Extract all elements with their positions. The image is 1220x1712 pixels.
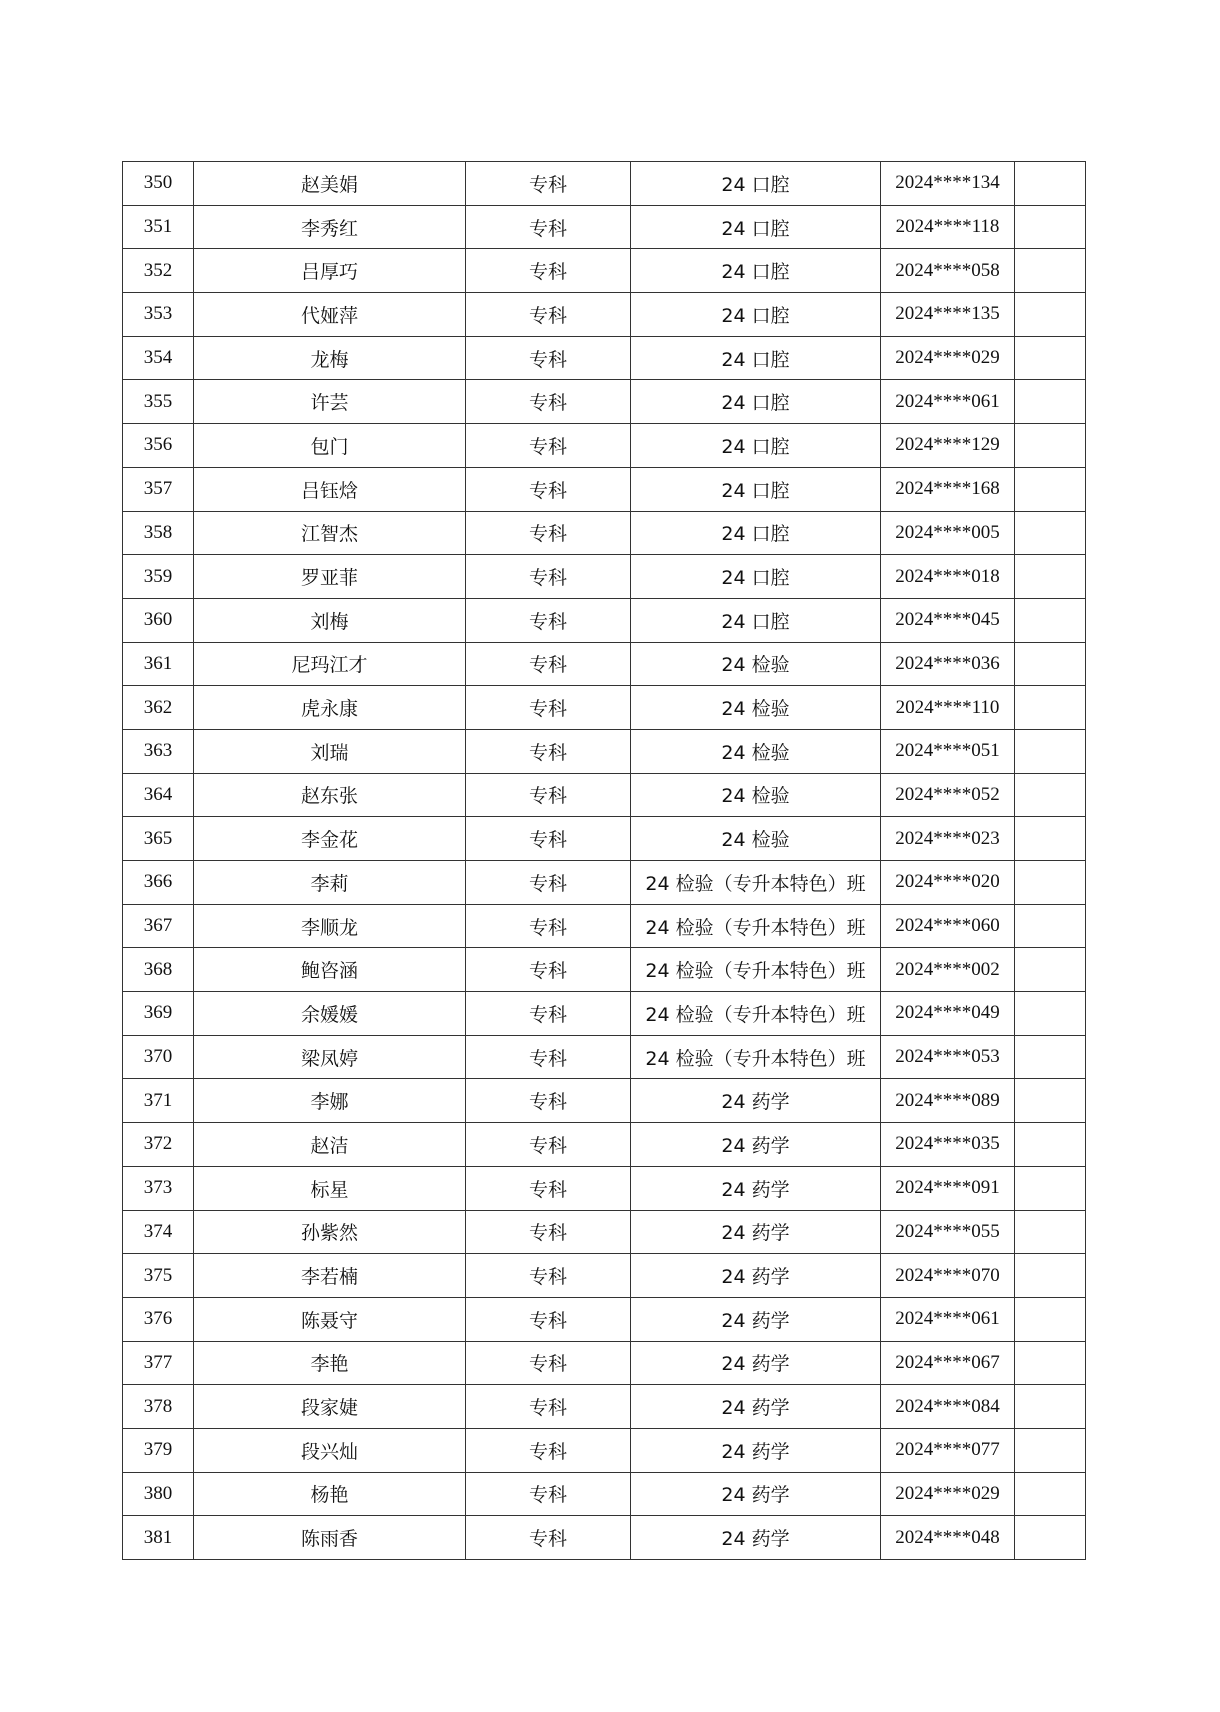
note-cell <box>1015 380 1086 424</box>
row-number-cell: 372 <box>123 1123 194 1167</box>
class-name-cell: 24 口腔 <box>631 467 881 511</box>
student-name-cell: 杨艳 <box>194 1472 466 1516</box>
student-id-cell: 2024****029 <box>881 336 1015 380</box>
education-level-cell: 专科 <box>466 1035 631 1079</box>
class-name-cell: 24 口腔 <box>631 424 881 468</box>
student-name-cell: 鲍咨涵 <box>194 948 466 992</box>
student-id-cell: 2024****134 <box>881 162 1015 206</box>
education-level-cell: 专科 <box>466 1079 631 1123</box>
note-cell <box>1015 1385 1086 1429</box>
table-row <box>123 1166 1086 1210</box>
student-id-cell: 2024****089 <box>881 1079 1015 1123</box>
row-number-cell: 351 <box>123 205 194 249</box>
note-cell <box>1015 293 1086 337</box>
class-name-cell: 24 检验 <box>631 773 881 817</box>
student-id-cell: 2024****036 <box>881 642 1015 686</box>
row-number-cell: 371 <box>123 1079 194 1123</box>
education-level-cell: 专科 <box>466 293 631 337</box>
student-name-cell: 孙紫然 <box>194 1210 466 1254</box>
education-level-cell: 专科 <box>466 773 631 817</box>
student-id-cell: 2024****049 <box>881 992 1015 1036</box>
student-id-cell: 2024****002 <box>881 948 1015 992</box>
education-level-cell: 专科 <box>466 1123 631 1167</box>
note-cell <box>1015 817 1086 861</box>
class-name-cell: 24 口腔 <box>631 162 881 206</box>
class-name-cell: 24 药学 <box>631 1385 881 1429</box>
note-cell <box>1015 1516 1086 1560</box>
note-cell <box>1015 205 1086 249</box>
student-id-cell: 2024****035 <box>881 1123 1015 1167</box>
class-name-cell: 24 药学 <box>631 1341 881 1385</box>
class-name-cell: 24 口腔 <box>631 555 881 599</box>
class-name-cell: 24 口腔 <box>631 380 881 424</box>
student-id-cell: 2024****051 <box>881 729 1015 773</box>
row-number-cell: 368 <box>123 948 194 992</box>
student-id-cell: 2024****020 <box>881 861 1015 905</box>
note-cell <box>1015 642 1086 686</box>
student-name-cell: 罗亚菲 <box>194 555 466 599</box>
row-number-cell: 367 <box>123 904 194 948</box>
education-level-cell: 专科 <box>466 992 631 1036</box>
student-id-cell: 2024****067 <box>881 1341 1015 1385</box>
education-level-cell: 专科 <box>466 1516 631 1560</box>
class-name-cell: 24 药学 <box>631 1254 881 1298</box>
student-id-cell: 2024****110 <box>881 686 1015 730</box>
table-row <box>123 162 1086 206</box>
row-number-cell: 359 <box>123 555 194 599</box>
education-level-cell: 专科 <box>466 1385 631 1429</box>
row-number-cell: 376 <box>123 1297 194 1341</box>
row-number-cell: 377 <box>123 1341 194 1385</box>
education-level-cell: 专科 <box>466 555 631 599</box>
table-row <box>123 1079 1086 1123</box>
row-number-cell: 350 <box>123 162 194 206</box>
student-id-cell: 2024****070 <box>881 1254 1015 1298</box>
table-row <box>123 205 1086 249</box>
student-name-cell: 代娅萍 <box>194 293 466 337</box>
education-level-cell: 专科 <box>466 467 631 511</box>
table-row <box>123 380 1086 424</box>
row-number-cell: 358 <box>123 511 194 555</box>
note-cell <box>1015 249 1086 293</box>
student-roster-table <box>122 161 1086 1560</box>
education-level-cell: 专科 <box>466 1297 631 1341</box>
student-id-cell: 2024****091 <box>881 1166 1015 1210</box>
student-name-cell: 虎永康 <box>194 686 466 730</box>
student-name-cell: 尼玛江才 <box>194 642 466 686</box>
student-id-cell: 2024****129 <box>881 424 1015 468</box>
education-level-cell: 专科 <box>466 162 631 206</box>
class-name-cell: 24 检验（专升本特色）班 <box>631 904 881 948</box>
table-row <box>123 992 1086 1036</box>
education-level-cell: 专科 <box>466 1166 631 1210</box>
note-cell <box>1015 1341 1086 1385</box>
student-id-cell: 2024****048 <box>881 1516 1015 1560</box>
table-row <box>123 1516 1086 1560</box>
class-name-cell: 24 口腔 <box>631 511 881 555</box>
education-level-cell: 专科 <box>466 817 631 861</box>
table-row <box>123 817 1086 861</box>
education-level-cell: 专科 <box>466 904 631 948</box>
student-name-cell: 标星 <box>194 1166 466 1210</box>
table-row <box>123 511 1086 555</box>
education-level-cell: 专科 <box>466 380 631 424</box>
note-cell <box>1015 1472 1086 1516</box>
student-id-cell: 2024****135 <box>881 293 1015 337</box>
table-row <box>123 642 1086 686</box>
student-id-cell: 2024****055 <box>881 1210 1015 1254</box>
note-cell <box>1015 948 1086 992</box>
student-id-cell: 2024****052 <box>881 773 1015 817</box>
student-id-cell: 2024****084 <box>881 1385 1015 1429</box>
table-row <box>123 904 1086 948</box>
student-id-cell: 2024****061 <box>881 1297 1015 1341</box>
student-name-cell: 李娜 <box>194 1079 466 1123</box>
row-number-cell: 354 <box>123 336 194 380</box>
class-name-cell: 24 口腔 <box>631 598 881 642</box>
student-id-cell: 2024****058 <box>881 249 1015 293</box>
student-name-cell: 李顺龙 <box>194 904 466 948</box>
education-level-cell: 专科 <box>466 948 631 992</box>
student-name-cell: 赵美娟 <box>194 162 466 206</box>
class-name-cell: 24 口腔 <box>631 293 881 337</box>
class-name-cell: 24 检验 <box>631 686 881 730</box>
student-name-cell: 赵东张 <box>194 773 466 817</box>
student-name-cell: 刘梅 <box>194 598 466 642</box>
note-cell <box>1015 773 1086 817</box>
table-row <box>123 1123 1086 1167</box>
class-name-cell: 24 检验（专升本特色）班 <box>631 1035 881 1079</box>
table-row <box>123 861 1086 905</box>
row-number-cell: 360 <box>123 598 194 642</box>
table-row <box>123 1428 1086 1472</box>
class-name-cell: 24 药学 <box>631 1472 881 1516</box>
table-row <box>123 249 1086 293</box>
student-name-cell: 吕钰焓 <box>194 467 466 511</box>
note-cell <box>1015 1428 1086 1472</box>
student-id-cell: 2024****118 <box>881 205 1015 249</box>
student-name-cell: 陈雨香 <box>194 1516 466 1560</box>
class-name-cell: 24 检验（专升本特色）班 <box>631 861 881 905</box>
student-id-cell: 2024****053 <box>881 1035 1015 1079</box>
note-cell <box>1015 1297 1086 1341</box>
table-row <box>123 467 1086 511</box>
row-number-cell: 365 <box>123 817 194 861</box>
education-level-cell: 专科 <box>466 336 631 380</box>
class-name-cell: 24 药学 <box>631 1210 881 1254</box>
row-number-cell: 366 <box>123 861 194 905</box>
education-level-cell: 专科 <box>466 686 631 730</box>
student-id-cell: 2024****045 <box>881 598 1015 642</box>
table-row <box>123 948 1086 992</box>
education-level-cell: 专科 <box>466 729 631 773</box>
education-level-cell: 专科 <box>466 1428 631 1472</box>
student-name-cell: 李金花 <box>194 817 466 861</box>
table-row <box>123 1254 1086 1298</box>
student-name-cell: 刘瑞 <box>194 729 466 773</box>
education-level-cell: 专科 <box>466 205 631 249</box>
note-cell <box>1015 511 1086 555</box>
table-row <box>123 1297 1086 1341</box>
table-row <box>123 555 1086 599</box>
row-number-cell: 361 <box>123 642 194 686</box>
table-row <box>123 598 1086 642</box>
class-name-cell: 24 药学 <box>631 1123 881 1167</box>
student-id-cell: 2024****023 <box>881 817 1015 861</box>
education-level-cell: 专科 <box>466 1210 631 1254</box>
student-id-cell: 2024****168 <box>881 467 1015 511</box>
class-name-cell: 24 检验（专升本特色）班 <box>631 992 881 1036</box>
note-cell <box>1015 861 1086 905</box>
education-level-cell: 专科 <box>466 1341 631 1385</box>
note-cell <box>1015 162 1086 206</box>
student-name-cell: 陈聂守 <box>194 1297 466 1341</box>
education-level-cell: 专科 <box>466 511 631 555</box>
education-level-cell: 专科 <box>466 249 631 293</box>
row-number-cell: 356 <box>123 424 194 468</box>
note-cell <box>1015 467 1086 511</box>
row-number-cell: 378 <box>123 1385 194 1429</box>
student-id-cell: 2024****060 <box>881 904 1015 948</box>
education-level-cell: 专科 <box>466 861 631 905</box>
student-id-cell: 2024****077 <box>881 1428 1015 1472</box>
student-name-cell: 吕厚巧 <box>194 249 466 293</box>
student-name-cell: 李艳 <box>194 1341 466 1385</box>
note-cell <box>1015 1254 1086 1298</box>
row-number-cell: 374 <box>123 1210 194 1254</box>
table-row <box>123 686 1086 730</box>
note-cell <box>1015 992 1086 1036</box>
student-name-cell: 赵洁 <box>194 1123 466 1167</box>
student-name-cell: 余媛媛 <box>194 992 466 1036</box>
table-row <box>123 293 1086 337</box>
row-number-cell: 379 <box>123 1428 194 1472</box>
class-name-cell: 24 口腔 <box>631 205 881 249</box>
row-number-cell: 380 <box>123 1472 194 1516</box>
row-number-cell: 355 <box>123 380 194 424</box>
student-id-cell: 2024****005 <box>881 511 1015 555</box>
student-id-cell: 2024****061 <box>881 380 1015 424</box>
note-cell <box>1015 729 1086 773</box>
row-number-cell: 381 <box>123 1516 194 1560</box>
table-row <box>123 424 1086 468</box>
note-cell <box>1015 686 1086 730</box>
note-cell <box>1015 598 1086 642</box>
class-name-cell: 24 口腔 <box>631 249 881 293</box>
row-number-cell: 370 <box>123 1035 194 1079</box>
row-number-cell: 364 <box>123 773 194 817</box>
student-name-cell: 李若楠 <box>194 1254 466 1298</box>
table-row <box>123 336 1086 380</box>
class-name-cell: 24 检验 <box>631 817 881 861</box>
table-row <box>123 1385 1086 1429</box>
note-cell <box>1015 424 1086 468</box>
student-name-cell: 梁凤婷 <box>194 1035 466 1079</box>
row-number-cell: 352 <box>123 249 194 293</box>
class-name-cell: 24 药学 <box>631 1079 881 1123</box>
row-number-cell: 363 <box>123 729 194 773</box>
student-name-cell: 李莉 <box>194 861 466 905</box>
student-name-cell: 许芸 <box>194 380 466 424</box>
note-cell <box>1015 555 1086 599</box>
class-name-cell: 24 检验 <box>631 642 881 686</box>
education-level-cell: 专科 <box>466 598 631 642</box>
table-row <box>123 1210 1086 1254</box>
class-name-cell: 24 药学 <box>631 1428 881 1472</box>
roster-sheet <box>122 161 1086 1560</box>
student-id-cell: 2024****029 <box>881 1472 1015 1516</box>
row-number-cell: 369 <box>123 992 194 1036</box>
row-number-cell: 373 <box>123 1166 194 1210</box>
table-row <box>123 729 1086 773</box>
student-name-cell: 李秀红 <box>194 205 466 249</box>
education-level-cell: 专科 <box>466 1472 631 1516</box>
student-name-cell: 包门 <box>194 424 466 468</box>
student-name-cell: 段家婕 <box>194 1385 466 1429</box>
education-level-cell: 专科 <box>466 642 631 686</box>
note-cell <box>1015 1210 1086 1254</box>
row-number-cell: 357 <box>123 467 194 511</box>
note-cell <box>1015 1166 1086 1210</box>
class-name-cell: 24 检验 <box>631 729 881 773</box>
table-row <box>123 773 1086 817</box>
note-cell <box>1015 1079 1086 1123</box>
student-name-cell: 江智杰 <box>194 511 466 555</box>
student-name-cell: 段兴灿 <box>194 1428 466 1472</box>
table-row <box>123 1472 1086 1516</box>
education-level-cell: 专科 <box>466 424 631 468</box>
class-name-cell: 24 药学 <box>631 1297 881 1341</box>
table-row <box>123 1341 1086 1385</box>
class-name-cell: 24 药学 <box>631 1516 881 1560</box>
class-name-cell: 24 检验（专升本特色）班 <box>631 948 881 992</box>
note-cell <box>1015 1123 1086 1167</box>
table-row <box>123 1035 1086 1079</box>
note-cell <box>1015 1035 1086 1079</box>
row-number-cell: 353 <box>123 293 194 337</box>
student-name-cell: 龙梅 <box>194 336 466 380</box>
class-name-cell: 24 口腔 <box>631 336 881 380</box>
note-cell <box>1015 904 1086 948</box>
class-name-cell: 24 药学 <box>631 1166 881 1210</box>
student-id-cell: 2024****018 <box>881 555 1015 599</box>
roster-body <box>123 162 1086 1560</box>
row-number-cell: 375 <box>123 1254 194 1298</box>
education-level-cell: 专科 <box>466 1254 631 1298</box>
row-number-cell: 362 <box>123 686 194 730</box>
note-cell <box>1015 336 1086 380</box>
